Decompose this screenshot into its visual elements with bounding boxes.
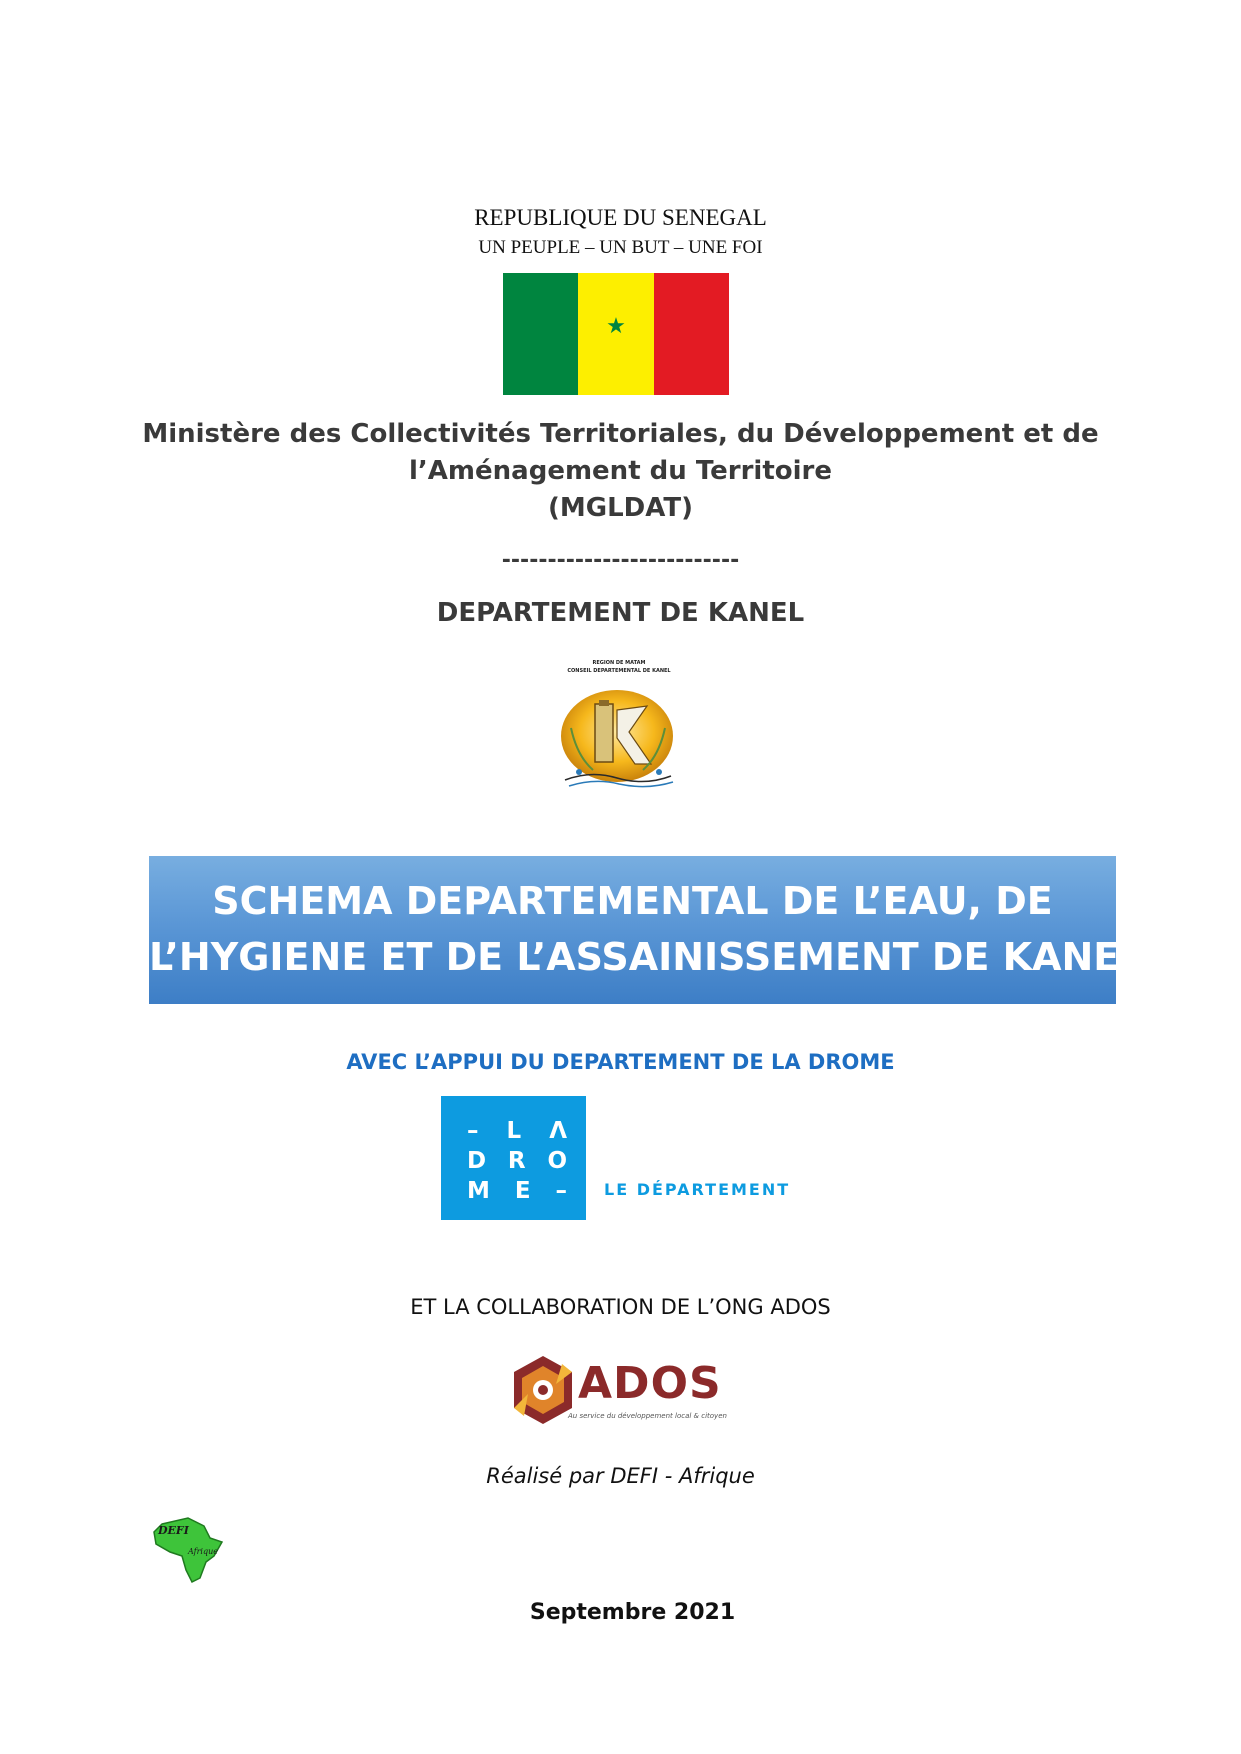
title-line-2: L’HYGIENE ET DE L’ASSAINISSEMENT DE KANEL	[149, 935, 1144, 979]
ados-emblem-icon	[510, 1354, 576, 1426]
drome-glyph: Λ	[549, 1118, 567, 1144]
drome-glyph: –	[467, 1118, 479, 1144]
drome-logo-row-1	[467, 1118, 567, 1144]
title-line-1: SCHEMA DEPARTEMENTAL DE L’EAU, DE	[212, 879, 1053, 923]
collaboration-statement: ET LA COLLABORATION DE L’ONG ADOS	[410, 1295, 831, 1319]
ministry-line-3: (MGLDAT)	[548, 493, 693, 523]
drome-glyph: M	[467, 1178, 490, 1204]
separator-line: --------------------------	[501, 548, 740, 573]
drome-logo-row-2	[467, 1148, 567, 1174]
drome-glyph: R	[507, 1148, 526, 1174]
defi-afrique-logo	[148, 1516, 230, 1584]
drome-glyph: E	[514, 1178, 531, 1204]
document-title-banner	[149, 856, 1144, 1004]
ministry-line-1: Ministère des Collectivités Territoriales, du Développement et de	[142, 419, 1099, 449]
republic-title: REPUBLIQUE DU SENEGAL	[474, 205, 767, 230]
drome-glyph: D	[467, 1148, 487, 1174]
drome-logo-label: LE DÉPARTEMENT	[604, 1180, 791, 1199]
flag-green-band	[503, 273, 578, 395]
kanel-logo-council: CONSEIL DEPARTEMENTAL DE KANEL	[567, 668, 671, 674]
ados-wordmark: ADOS	[578, 1358, 722, 1409]
ministry-line-2: l’Aménagement du Territoire	[409, 456, 832, 486]
ministry-name	[0, 416, 1241, 527]
africa-map-icon	[148, 1516, 230, 1584]
ados-tagline: Au service du développement local & citoyen	[568, 1412, 727, 1420]
department-name: DEPARTEMENT DE KANEL	[436, 598, 805, 628]
ados-logo	[510, 1352, 725, 1428]
defi-logo-text: DEFI	[158, 1524, 189, 1537]
drome-glyph: O	[547, 1148, 567, 1174]
drome-glyph: –	[555, 1178, 567, 1204]
drome-logo-row-3	[467, 1178, 567, 1204]
senegal-flag	[503, 273, 729, 395]
produced-by: Réalisé par DEFI - Afrique	[486, 1464, 755, 1488]
support-statement: AVEC L’APPUI DU DEPARTEMENT DE LA DROME	[346, 1050, 895, 1074]
publication-date: Septembre 2021	[529, 1600, 736, 1625]
flag-yellow-band	[578, 273, 653, 395]
kanel-council-logo	[555, 660, 683, 792]
kanel-emblem-icon	[555, 660, 683, 792]
national-motto: UN PEUPLE – UN BUT – UNE FOI	[478, 237, 763, 258]
afrique-logo-text: Afrique	[188, 1547, 218, 1556]
la-drome-logo	[441, 1096, 586, 1220]
kanel-logo-region: REGION DE MATAM	[592, 660, 646, 666]
drome-glyph: L	[506, 1118, 522, 1144]
flag-red-band	[654, 273, 729, 395]
flag-star-icon: ★	[606, 314, 626, 339]
